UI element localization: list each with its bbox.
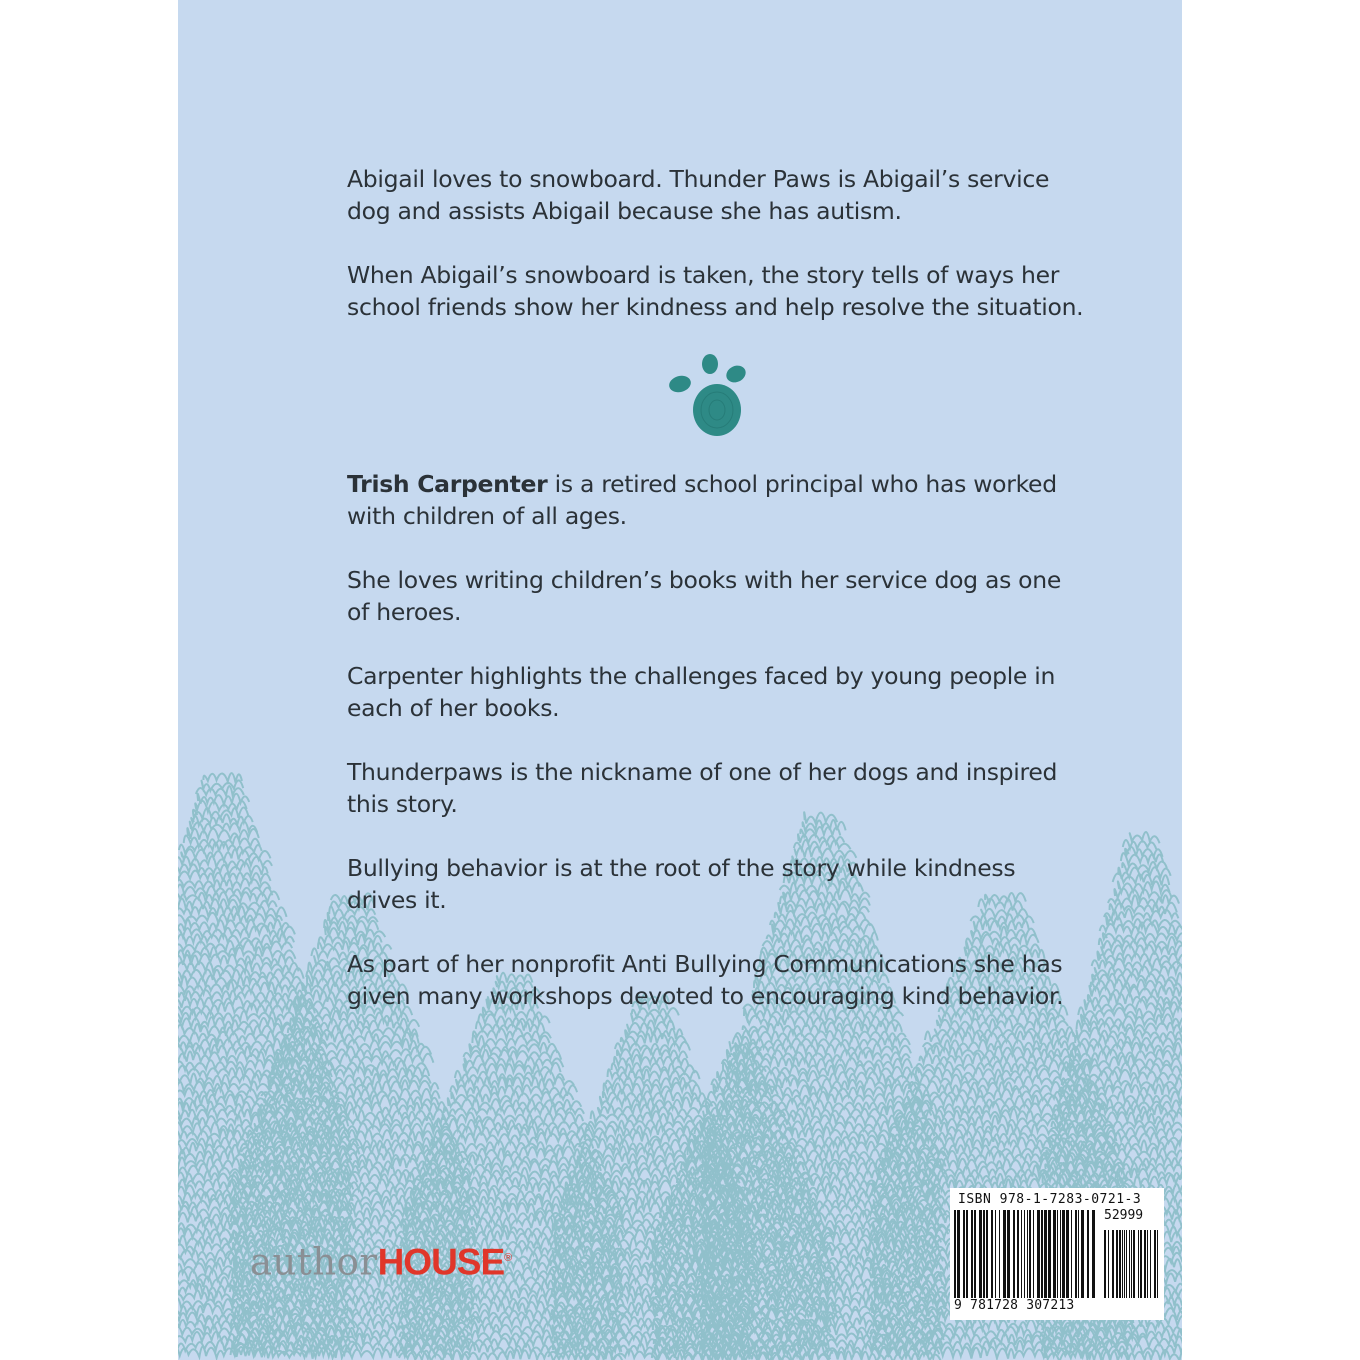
registered-mark: ® [504,1252,513,1264]
author-bio [347,468,1087,1012]
blurb-paragraph-1: Abigail loves to snowboard. Thunder Paws is Abigail’s service dog and assists Abigail because she has autism. [347,165,1050,225]
book-back-cover [178,0,1182,1360]
barcode-bars [954,1210,1160,1302]
ean-number: 9 781728 307213 [954,1298,1075,1313]
paw-print-icon [668,352,754,442]
bio-paragraph-4: Thunderpaws is the nickname of one of her dogs and inspired this story. [347,758,1058,818]
bio-paragraph-1-text: is a retired school principal who has worked with children of all ages. [347,470,1057,530]
bio-paragraph-5: Bullying behavior is at the root of the story while kindness drives it. [347,854,1016,914]
publisher-logo-author: author [250,1240,378,1284]
bio-paragraph-1 [347,468,1087,532]
publisher-logo [250,1238,512,1282]
author-name: Trish Carpenter [347,470,548,498]
bio-paragraph-6: As part of her nonprofit Anti Bullying Communications she has given many workshops devoted to encouraging kind behavior. [347,950,1064,1010]
blurb-paragraph-2: When Abigail’s snowboard is taken, the story tells of ways her school friends show her kindness and help resolve the situation. [347,261,1084,321]
bio-paragraph-3: Carpenter highlights the challenges faced by young people in each of her books. [347,662,1056,722]
price-code: 52999 [1104,1208,1144,1223]
isbn-number: ISBN 978-1-7283-0721-3 [958,1192,1142,1207]
isbn-barcode [950,1188,1164,1320]
story-blurb [347,163,1087,323]
bio-paragraph-2: She loves writing children’s books with her service dog as one of heroes. [347,566,1062,626]
publisher-logo-house: HOUSE [377,1241,505,1283]
